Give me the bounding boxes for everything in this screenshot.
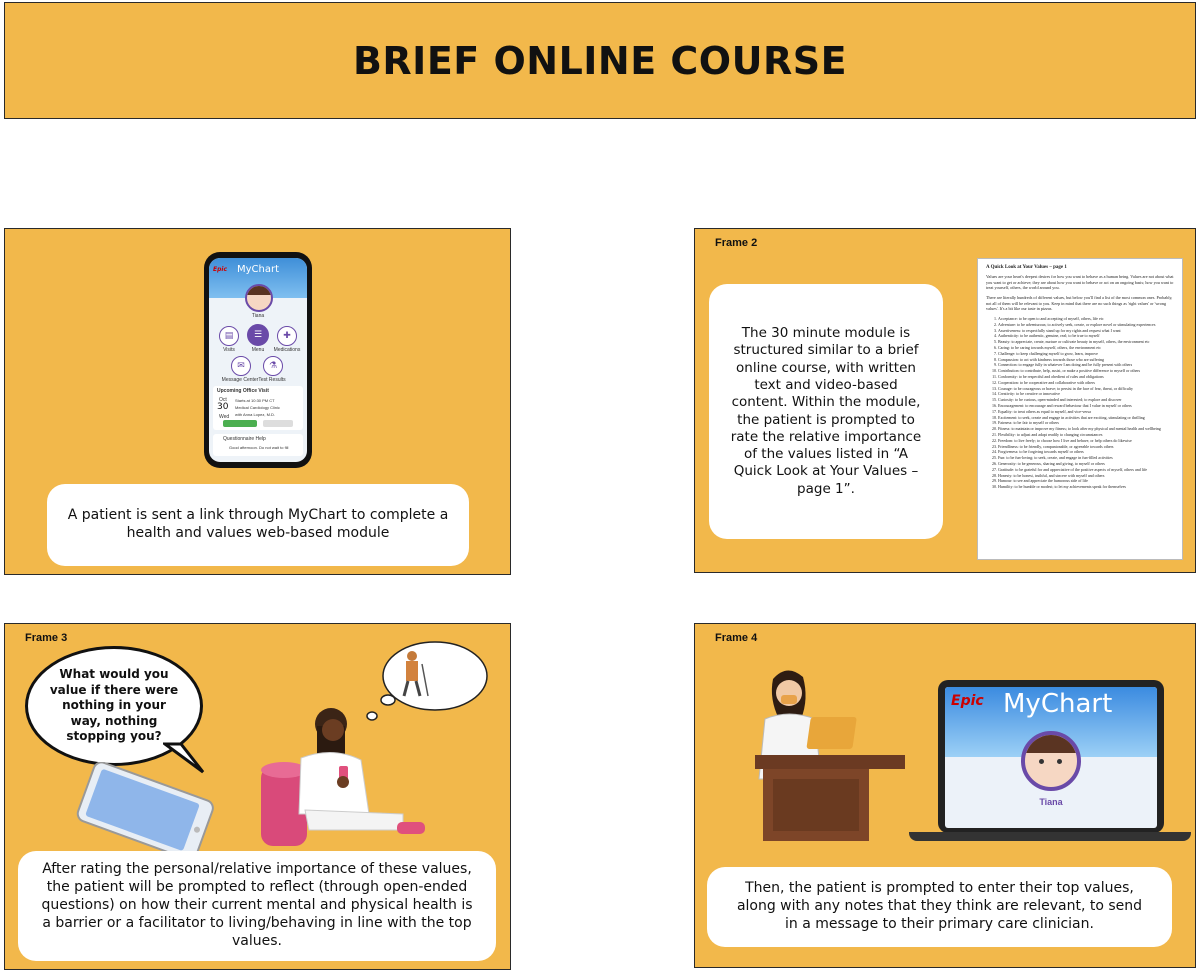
frame-2-caption — [709, 284, 943, 539]
frame-2-label: Frame 2 — [715, 237, 758, 249]
values-list-item: 22. Freedom: to live freely; to choose how I live and behave, or help others do likewise — [998, 438, 1174, 444]
frame-3-caption — [18, 851, 496, 961]
values-list-item: 26. Generosity: to be generous, sharing and giving, to myself or others — [998, 461, 1174, 467]
values-list-item: 28. Honesty: to be honest, truthful, and sincere with myself and others — [998, 473, 1174, 479]
values-list-item: 1. Acceptance: to be open to and accepting of myself, others, life etc — [998, 316, 1174, 322]
values-list-item: 4. Authenticity: to be authentic, genuine, real; to be true to myself — [998, 333, 1174, 339]
tablet-illustration — [71, 762, 221, 857]
values-list-item: 17. Equality: to treat others as equal to myself, and vice-versa — [998, 409, 1174, 415]
values-list-item: 16. Encouragement: to encourage and reward behaviour that I value in myself or others — [998, 403, 1174, 409]
values-list-item: 2. Adventure: to be adventurous; to actively seek, create, or explore novel or stimulating experiences — [998, 322, 1174, 328]
test-results-icon[interactable]: ⚗ — [263, 356, 283, 376]
user-name: Tiana — [251, 313, 265, 319]
message-center-icon[interactable]: ✉ — [231, 356, 251, 376]
document-intro: Values are your heart's deepest desires for how you want to behave as a human being. Values are not about what you want to get or achieve; they are about how you want to behave or act on an ongoing basis; how you want to treat yourself, others, the world around you. — [986, 274, 1174, 291]
values-list-item: 29. Humour: to see and appreciate the humorous side of life — [998, 478, 1174, 484]
visits-icon[interactable]: ▤ — [219, 326, 239, 346]
frame-1-caption-text: A patient is sent a link through MyChart to complete a health and values web-based module — [67, 507, 449, 541]
frame-4-caption-text: Then, the patient is prompted to enter their top values, along with any notes that they think are relevant, to send in a message to their primary care clinician. — [736, 880, 1143, 932]
values-list-item: 19. Fairness: to be fair to myself or others — [998, 420, 1174, 426]
upcoming-line-1: Starts at 10:30 PM CT — [235, 398, 275, 403]
menu-icon[interactable]: ☰ — [247, 324, 269, 346]
values-document — [977, 258, 1183, 560]
frame-3-panel — [4, 623, 511, 970]
laptop-epic-logo: Epic — [951, 693, 984, 709]
values-list-item: 15. Curiosity: to be curious, open-minded and interested; to explore and discover — [998, 397, 1174, 403]
values-list-item: 8. Compassion: to act with kindness towards those who are suffering — [998, 357, 1174, 363]
laptop-user-name: Tiana — [1039, 797, 1063, 807]
values-list — [986, 316, 1174, 490]
upcoming-title: Upcoming Office Visit — [217, 388, 269, 394]
frame-2-caption-text: The 30 minute module is structured similar to a brief online course, with written text and video-based content. Within the module, the patient is prompted to rate the relative importance of the values listed in “A Quick Look at Your Values – page 1”. — [730, 325, 922, 497]
medications-label: Medications — [273, 347, 301, 353]
upcoming-visit-card[interactable] — [213, 386, 303, 430]
values-list-item: 24. Forgiveness: to be forgiving towards myself or others — [998, 449, 1174, 455]
frame-1-panel — [4, 228, 511, 575]
values-list-item: 23. Friendliness: to be friendly, companionable, or agreeable towards others — [998, 444, 1174, 450]
laptop-illustration — [938, 680, 1164, 833]
frame-4-caption — [707, 867, 1172, 947]
values-list-item: 18. Excitement: to seek, create and engage in activities that are exciting, stimulating or thrilling — [998, 415, 1174, 421]
frame-4-label: Frame 4 — [715, 632, 758, 644]
values-list-item: 13. Courage: to be courageous or brave; to persist in the face of fear, threat, or difficulty — [998, 386, 1174, 392]
page-title: BRIEF ONLINE COURSE — [352, 38, 848, 83]
visits-label: Visits — [223, 347, 235, 353]
values-list-item: 7. Challenge: to keep challenging myself to grow, learn, improve — [998, 351, 1174, 357]
woman-with-phone-illustration — [253, 696, 433, 861]
laptop-avatar — [1021, 731, 1081, 791]
mychart-logo: MyChart — [237, 264, 280, 275]
phone-screen — [209, 258, 307, 462]
confirm-button[interactable] — [223, 420, 257, 427]
document-title: A Quick Look at Your Values – page 1 — [986, 265, 1067, 270]
test-results-label: Test Results — [258, 377, 286, 383]
document-intro-2: There are literally hundreds of different values, but below you'll find a list of the most common ones. Probably, not all of them will be relevant to you. Keep in mind that there are no such things as 'right values' or 'wrong values'. It's a bit like our taste in pizzas. — [986, 295, 1173, 312]
menu-label: Menu — [251, 347, 265, 353]
values-list-item: 10. Contribution: to contribute, help, assist, or make a positive difference to myself or others — [998, 368, 1174, 374]
speech-bubble-text: What would you value if there were nothing in your way, nothing stopping you? — [49, 667, 179, 744]
medications-icon[interactable]: ✚ — [277, 326, 297, 346]
frame-3-caption-text: After rating the personal/relative importance of these values, the patient will be prompted to reflect (through open-ended questions) on how their current mental and physical health is a barrier or a facilitator to living/behaving in line with the top values. — [41, 861, 473, 949]
phone-illustration — [204, 252, 312, 468]
upcoming-weekday: Wed — [219, 414, 230, 420]
upcoming-month: Oct — [219, 397, 227, 403]
epic-logo: Epic — [213, 266, 228, 273]
laptop-screen — [945, 687, 1157, 828]
frame-3-label: Frame 3 — [25, 632, 68, 644]
values-list-item: 14. Creativity: to be creative or innovative — [998, 391, 1174, 397]
title-banner — [4, 2, 1196, 119]
values-list-item: 25. Fun: to be fun-loving; to seek, create, and engage in fun-filled activities — [998, 455, 1174, 461]
upcoming-line-3: with Anna Lopez, M.D. — [235, 412, 276, 417]
questionnaire-title: Questionnaire Help — [223, 436, 266, 442]
clinician-at-desk-illustration — [735, 659, 910, 844]
values-list-item: 12. Cooperation: to be cooperative and collaborative with others — [998, 380, 1174, 386]
values-list-item: 20. Fitness: to maintain or improve my fitness; to look after my physical and mental health and wellbeing — [998, 426, 1174, 432]
values-list-item: 27. Gratitude: to be grateful for and appreciative of the positive aspects of myself, others and life — [998, 467, 1174, 473]
laptop-mychart-logo: MyChart — [1003, 689, 1113, 719]
laptop-base — [909, 832, 1191, 841]
values-list-item: 9. Connection: to engage fully in whatever I am doing and be fully present with others — [998, 362, 1174, 368]
frame-2-panel — [694, 228, 1196, 573]
message-center-label: Message Center — [221, 377, 259, 383]
questionnaire-card[interactable] — [213, 434, 303, 456]
upcoming-day: 30 — [217, 402, 229, 412]
details-button[interactable] — [263, 420, 293, 427]
values-list-item: 11. Conformity: to be respectful and obedient of rules and obligations — [998, 374, 1174, 380]
avatar — [245, 284, 273, 312]
questionnaire-text: Good afternoon. Do not wait to fill — [229, 445, 289, 450]
values-list-item: 3. Assertiveness: to respectfully stand up for my rights and request what I want — [998, 328, 1174, 334]
frame-4-panel — [694, 623, 1196, 968]
frame-1-caption — [47, 484, 469, 566]
values-list-item: 21. Flexibility: to adjust and adapt readily to changing circumstances — [998, 432, 1174, 438]
values-list-item: 6. Caring: to be caring towards myself, others, the environment etc — [998, 345, 1174, 351]
upcoming-line-2: Medical Cardiology Clinic — [235, 405, 280, 410]
values-list-item: 30. Humility: to be humble or modest; to let my achievements speak for themselves — [998, 484, 1174, 490]
values-list-item: 5. Beauty: to appreciate, create, nurture or cultivate beauty in myself, others, the environment etc — [998, 339, 1174, 345]
